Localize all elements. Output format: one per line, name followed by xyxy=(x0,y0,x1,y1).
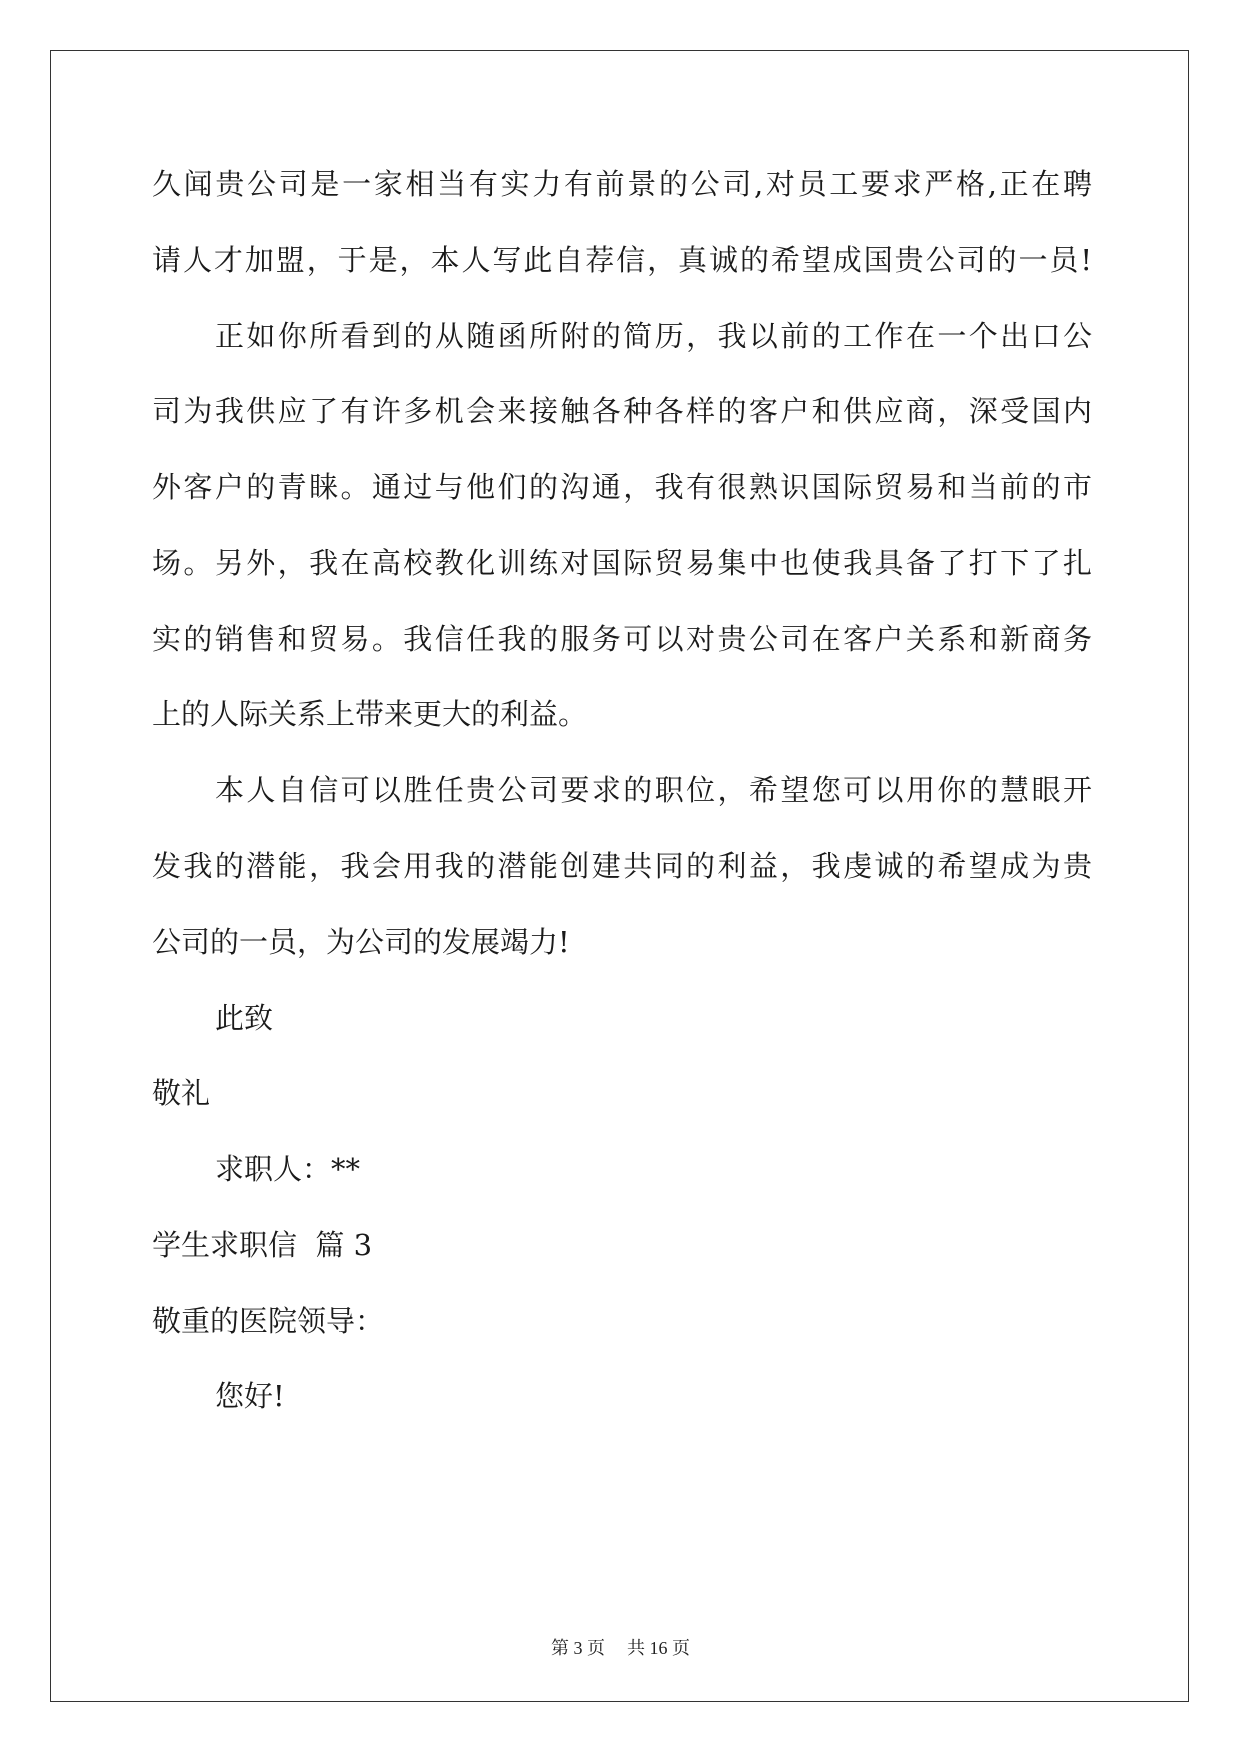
text-line: 上的人际关系上带来更大的利益。 xyxy=(152,697,588,731)
page-number: 第 3 页 xyxy=(551,1638,605,1658)
greeting: 您好! xyxy=(215,1379,285,1413)
text-line: 发我的潜能，我会用我的潜能创建共同的利益，我虔诚的希望成为贵 xyxy=(152,849,1092,883)
greeting-addressee: 敬重的医院领导： xyxy=(152,1304,385,1338)
text-line: 外客户的青睐。通过与他们的沟通，我有很熟识国际贸易和当前的市 xyxy=(152,470,1092,504)
text-line: 本人自信可以胜任贵公司要求的职位，希望您可以用你的慧眼开 xyxy=(215,773,1092,807)
text-line: 实的销售和贸易。我信任我的服务可以对贵公司在客户关系和新商务 xyxy=(152,622,1092,656)
section-heading: 学生求职信 篇 3 xyxy=(152,1228,373,1262)
closing-regards: 敬礼 xyxy=(152,1076,211,1110)
text-line: 请人才加盟，于是，本人写此自荐信，真诚的希望成国贵公司的一员! xyxy=(152,243,1092,277)
page-count: 共 16 页 xyxy=(627,1638,690,1658)
text-line: 公司的一员，为公司的发展竭力! xyxy=(152,925,570,959)
page-footer xyxy=(0,1636,1241,1660)
text-line: 正如你所看到的从随函所附的简历，我以前的工作在一个出口公 xyxy=(215,319,1092,353)
text-line: 司为我供应了有许多机会来接触各种各样的客户和供应商，深受国内 xyxy=(152,394,1092,428)
applicant-signature: 求职人：** xyxy=(215,1152,361,1186)
text-line: 久闻贵公司是一家相当有实力有前景的公司,对员工要求严格,正在聘 xyxy=(152,167,1092,201)
text-line: 场。另外，我在高校教化训练对国际贸易集中也使我具备了打下了扎 xyxy=(152,546,1092,580)
closing-salutation: 此致 xyxy=(215,1001,274,1035)
